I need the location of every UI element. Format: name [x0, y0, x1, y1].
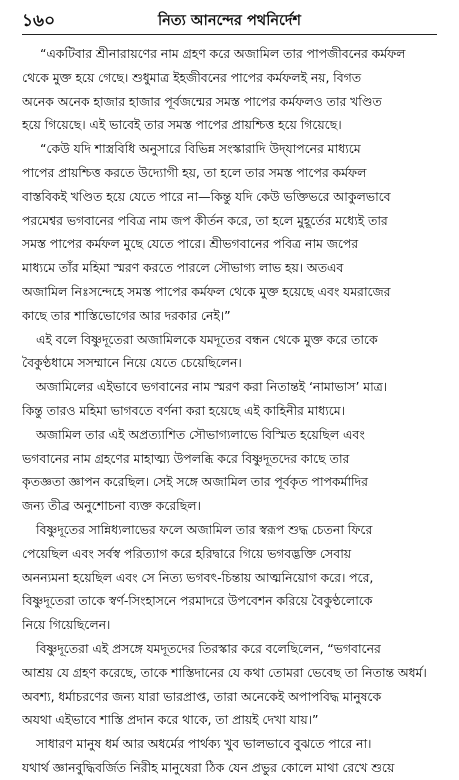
- text-line: “কেউ যদি শাস্ত্রবিধি অনুসারে বিভিন্ন সংস্কারাদি উদ্‌যাপনের মাধ্যমে: [40, 141, 361, 157]
- text-line: বিষ্ণুদূতেরা এই প্রসঙ্গে যমদূতদের তিরস্কার করে বলেছিলেন, “ভগবানের: [36, 640, 381, 656]
- text-line: যথার্থ জ্ঞানবুদ্ধিবর্জিত নিরীহ মানুষেরা ঠিক যেন প্রভুর কোলে মাথা রেখে শুয়ে: [22, 759, 395, 775]
- text-line: জন্য তীব্র অনুশোচনা ব্যক্ত করেছিল।: [22, 498, 201, 514]
- text-line: ভগবানের নাম গ্রহণের মাহাত্ম্য উপলব্ধি করে বিষ্ণুদূতদের কাছে তার: [22, 450, 350, 466]
- text-line: অনেক অনেক হাজার হাজার পূর্বজন্মের সমস্ত পাপের কর্মফলও তার খণ্ডিত: [22, 93, 382, 109]
- running-title: নিত্য আনন্দের পথনির্দেশ: [157, 13, 302, 29]
- text-line: সাধারণ মানুষ ধর্ম আর অধর্মের পার্থক্য খুব ভালভাবে বুঝতে পারে না।: [36, 736, 372, 752]
- text-line: থেকে মুক্ত হয়ে গেছে। শুধুমাত্র ইহজীবনের পাপের কর্মফলই নয়, বিগত: [22, 69, 362, 85]
- text-line: পাপের প্রায়শ্চিত্ত করতে উদ্যোগী হয়, তা হলে তার সমস্ত পাপের কর্মফল: [22, 164, 367, 180]
- text-line: মাধ্যমে তাঁর মহিমা স্মরণ করতে পারলে সৌভাগ্য লাভ হয়। অতএব: [22, 260, 344, 276]
- text-line: বাস্তবিকই খণ্ডিত হয়ে যেতে পারে না—কিন্তু যদি কেউ ভক্তিভরে আকুলভাবে: [22, 188, 391, 204]
- text-line: অজামিল নিঃসন্দেহে সমস্ত পাপের কর্মফল থেকে মুক্ত হয়েছে এবং যমরাজের: [22, 283, 391, 299]
- page-number: ১৬০: [22, 11, 56, 31]
- text-line: অজামিল তার এই অপ্রত্যাশিত সৌভাগ্যলাভে বিস্মিত হয়েছিল এবং: [36, 426, 365, 442]
- text-line: অযথা এইভাবে শাস্তি প্রদান করে থাকে, তা প্রায়ই দেখা যায়।”: [22, 712, 319, 728]
- text-line: কাছে তার শাস্তিভোগের আর দরকার নেই।”: [22, 307, 231, 323]
- text-line: কৃতজ্ঞতা জ্ঞাপন করেছিল। সেই সঙ্গে অজামিল তার পূর্বকৃত পাপকর্মাদির: [22, 474, 368, 490]
- page-header: [22, 6, 437, 35]
- text-line: বৈকুণ্ঠধামে সসম্মানে নিয়ে যেতে চেয়েছিলেন।: [22, 355, 242, 371]
- text-line: পরমেশ্বর ভগবানের পবিত্র নাম জপ কীর্তন করে, তা হলে মুহূর্তের মধ্যেই তার: [22, 212, 388, 228]
- text-line: বিষ্ণুদূতেরা তাকে স্বর্ণ-সিংহাসনে পরমাদরে উপবেশন করিয়ে বৈকুণ্ঠলোকে: [22, 593, 373, 609]
- text-line: অনন্যমনা হয়েছিল এবং সে নিত্য ভগবৎ-চিন্তায় আত্মনিয়োগ করে। পরে,: [22, 569, 374, 585]
- text-line: হয়ে গিয়েছে। এই ভাবেই তার সমস্ত পাপের প্রায়শ্চিত্ত হয়ে গিয়েছে।: [22, 117, 342, 133]
- text-line: অবশ্য, ধর্মাচরণের জন্য যারা ভারপ্রাপ্ত, তারা অনেকেই অপাপবিদ্ধ মানুষকে: [22, 688, 382, 704]
- text-line: “একটিবার শ্রীনারায়ণের নাম গ্রহণ করে অজামিল তার পাপজীবনের কর্মফল: [40, 46, 406, 61]
- body-text: [22, 42, 445, 780]
- text-line: বিষ্ণুদূতের সান্নিধ্যলাভের ফলে অজামিল তার স্বরূপ শুদ্ধ চেতনা ফিরে: [36, 521, 373, 537]
- text-line: কিন্তু তারও মহিমা ভাগবতে বর্ণনা করা হয়েছে এই কাহিনীর মাধ্যমে।: [22, 402, 345, 418]
- text-line: নিয়ে গিয়েছিলেন।: [22, 617, 111, 633]
- text-line: আশ্রয় যে গ্রহণ করেছে, তাকে শাস্তিদানের যে কথা তোমরা ভেবেছ তা নিতান্ত অধর্ম।: [22, 664, 427, 680]
- text-line: অজামিলের এইভাবে ভগবানের নাম স্মরণ করা নিতান্তই ‘নামাভাস’ মাত্র।: [36, 379, 388, 395]
- text-line: সমস্ত পাপের কর্মফল মুছে যেতে পারে। শ্রীভগবানের পবিত্র নাম জপের: [22, 236, 359, 252]
- text-line: পেয়েছিল এবং সর্বস্ব পরিত্যাগ করে হরিদ্বারে গিয়ে ভগবদ্ভক্তি সেবায়: [22, 545, 351, 561]
- text-line: এই বলে বিষ্ণুদূতেরা অজামিলকে যমদূতের বন্ধন থেকে মুক্ত করে তাকে: [36, 331, 378, 347]
